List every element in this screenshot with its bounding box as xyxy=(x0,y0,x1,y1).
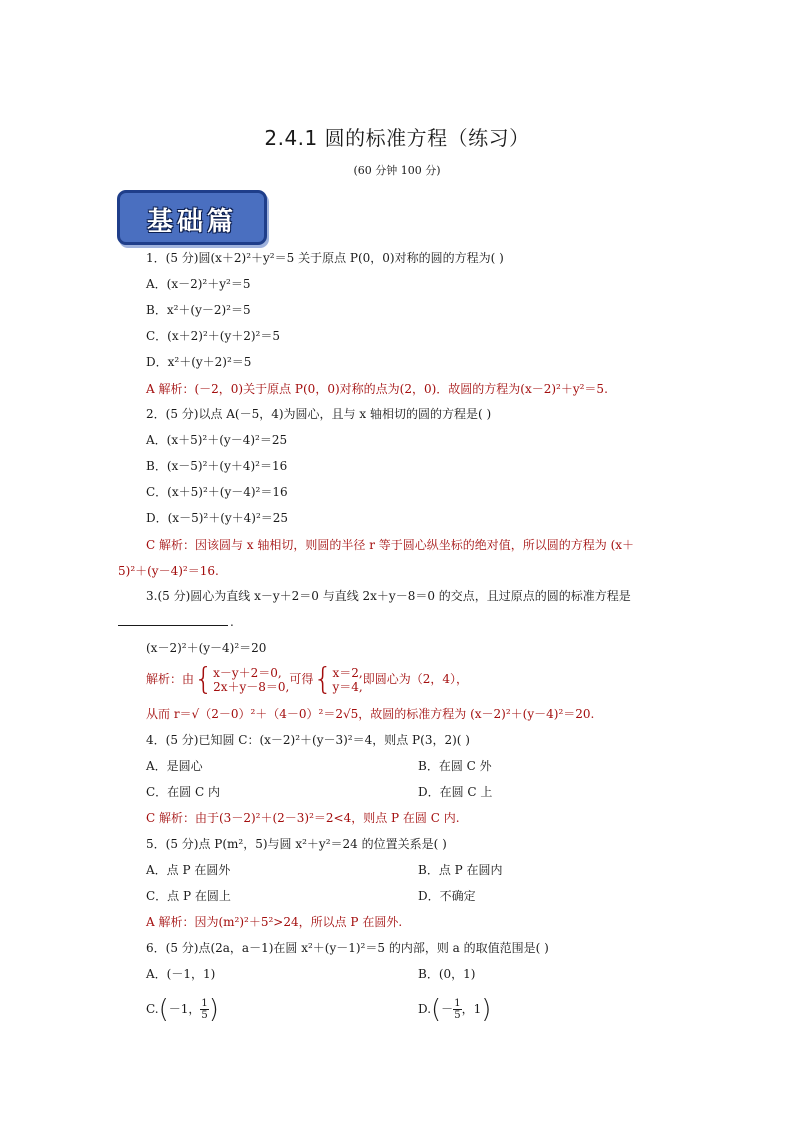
q6-stem: 6．(5 分)点(2a，a－1)在圆 x²＋(y－1)²＝5 的内部，则 a 的取值范围是( ) xyxy=(146,941,549,955)
q6-d-prefix: D. xyxy=(418,1002,432,1016)
q5-option-b: B．点 P 在圆内 xyxy=(418,863,503,877)
q3-stem: 3.(5 分)圆心为直线 x－y＋2＝0 与直线 2x＋y－8＝0 的交点，且过原点的圆的标准方程是 xyxy=(146,589,631,603)
q2-option-a: A．(x＋5)²＋(y－4)²＝25 xyxy=(146,433,288,447)
q6-c-fraction xyxy=(200,998,208,1021)
q2-option-c: C．(x＋5)²＋(y－4)²＝16 xyxy=(146,485,288,499)
q1-answer: A 解析：(－2，0)关于原点 P(0，0)对称的点为(2，0)．故圆的方程为(x－2)²＋y²＝5. xyxy=(146,382,608,396)
q3-system-1 xyxy=(213,666,289,694)
section-badge xyxy=(117,190,267,245)
q3-sys2-row1: x＝2, xyxy=(332,665,363,680)
q6-d-right: ，1 xyxy=(461,1002,482,1016)
q4-stem: 4．(5 分)已知圆 C：(x－2)²＋(y－3)²＝4，则点 P(3，2)( ) xyxy=(146,733,470,747)
q6-d-sign: － xyxy=(441,1002,454,1016)
left-brace-icon: { xyxy=(194,662,214,697)
q3-sol-suffix: 即圆心为（2，4）， xyxy=(362,672,469,686)
left-brace-icon: { xyxy=(313,662,333,697)
q6-c-left: －1， xyxy=(168,1002,201,1016)
q3-answer-blank xyxy=(118,625,228,626)
q6-option-d xyxy=(418,994,491,1025)
q1-option-c: C．(x＋2)²＋(y＋2)²＝5 xyxy=(146,329,280,343)
q2-option-b: B．(x－5)²＋(y＋4)²＝16 xyxy=(146,459,288,473)
q2-answer-line2: 5)²＋(y－4)²＝16. xyxy=(118,564,219,578)
q3-answer: (x－2)²＋(y－4)²＝20 xyxy=(146,641,267,655)
q3-sys1-row1: x－y＋2＝0, xyxy=(213,665,282,680)
right-paren-icon: ) xyxy=(208,994,219,1025)
q4-option-b: B．在圆 C 外 xyxy=(418,759,492,773)
section-badge-label: 基础篇 xyxy=(146,207,237,237)
page-title: 2.4.1 圆的标准方程（练习） xyxy=(264,126,530,150)
q6-d-num: 1 xyxy=(454,998,461,1009)
q1-option-b: B．x²＋(y－2)²＝5 xyxy=(146,303,251,317)
q5-option-d: D．不确定 xyxy=(418,889,476,903)
q5-stem: 5．(5 分)点 P(m²，5)与圆 x²＋y²＝24 的位置关系是( ) xyxy=(146,837,447,851)
q4-option-a: A．是圆心 xyxy=(146,759,203,773)
q5-answer: A 解析：因为(m²)²＋5²>24，所以点 P 在圆外. xyxy=(146,915,403,929)
q6-option-c xyxy=(146,994,219,1025)
q2-stem: 2．(5 分)以点 A(－5，4)为圆心，且与 x 轴相切的圆的方程是( ) xyxy=(146,407,492,421)
q6-c-den: 5 xyxy=(201,1010,208,1021)
q4-option-d: D．在圆 C 上 xyxy=(418,785,493,799)
q2-answer-line1: C 解析：因该圆与 x 轴相切，则圆的半径 r 等于圆心纵坐标的绝对值，所以圆的方程为 (x＋ xyxy=(146,538,635,552)
left-paren-icon: ( xyxy=(431,994,442,1025)
q3-system-2 xyxy=(333,666,363,694)
q3-solution-line2: 从而 r＝√（2－0）²＋（4－0）²＝2√5，故圆的标准方程为 (x－2)²＋(y－4)²＝20. xyxy=(146,707,595,721)
q6-option-b: B．(0，1) xyxy=(418,967,476,981)
q6-c-prefix: C. xyxy=(146,1002,159,1016)
q3-sys1-row2: 2x＋y－8＝0, xyxy=(213,679,290,694)
page-subtitle: (60 分钟 100 分) xyxy=(353,164,441,177)
q5-option-a: A．点 P 在圆外 xyxy=(146,863,231,877)
q5-option-c: C．点 P 在圆上 xyxy=(146,889,231,903)
q6-option-a: A．(－1，1) xyxy=(146,967,216,981)
q1-option-d: D．x²＋(y＋2)²＝5 xyxy=(146,355,252,369)
q6-c-num: 1 xyxy=(201,998,208,1009)
q3-sol-mid: 可得 xyxy=(289,672,314,686)
q6-d-fraction xyxy=(453,998,461,1021)
q4-option-c: C．在圆 C 内 xyxy=(146,785,220,799)
right-paren-icon: ) xyxy=(481,994,492,1025)
left-paren-icon: ( xyxy=(158,994,169,1025)
q4-answer: C 解析：由于(3－2)²＋(2－3)²＝2<4，则点 P 在圆 C 内. xyxy=(146,811,460,825)
q3-blank-period: . xyxy=(230,615,234,629)
q1-stem: 1．(5 分)圆(x＋2)²＋y²＝5 关于原点 P(0，0)对称的圆的方程为( ) xyxy=(146,251,504,265)
q1-option-a: A．(x－2)²＋y²＝5 xyxy=(146,277,251,291)
q6-d-den: 5 xyxy=(454,1010,461,1021)
q3-sol-prefix: 解析：由 xyxy=(146,672,195,686)
q3-solution-line1 xyxy=(146,662,468,697)
q2-option-d: D．(x－5)²＋(y＋4)²＝25 xyxy=(146,511,289,525)
q3-sys2-row2: y＝4, xyxy=(332,679,363,694)
